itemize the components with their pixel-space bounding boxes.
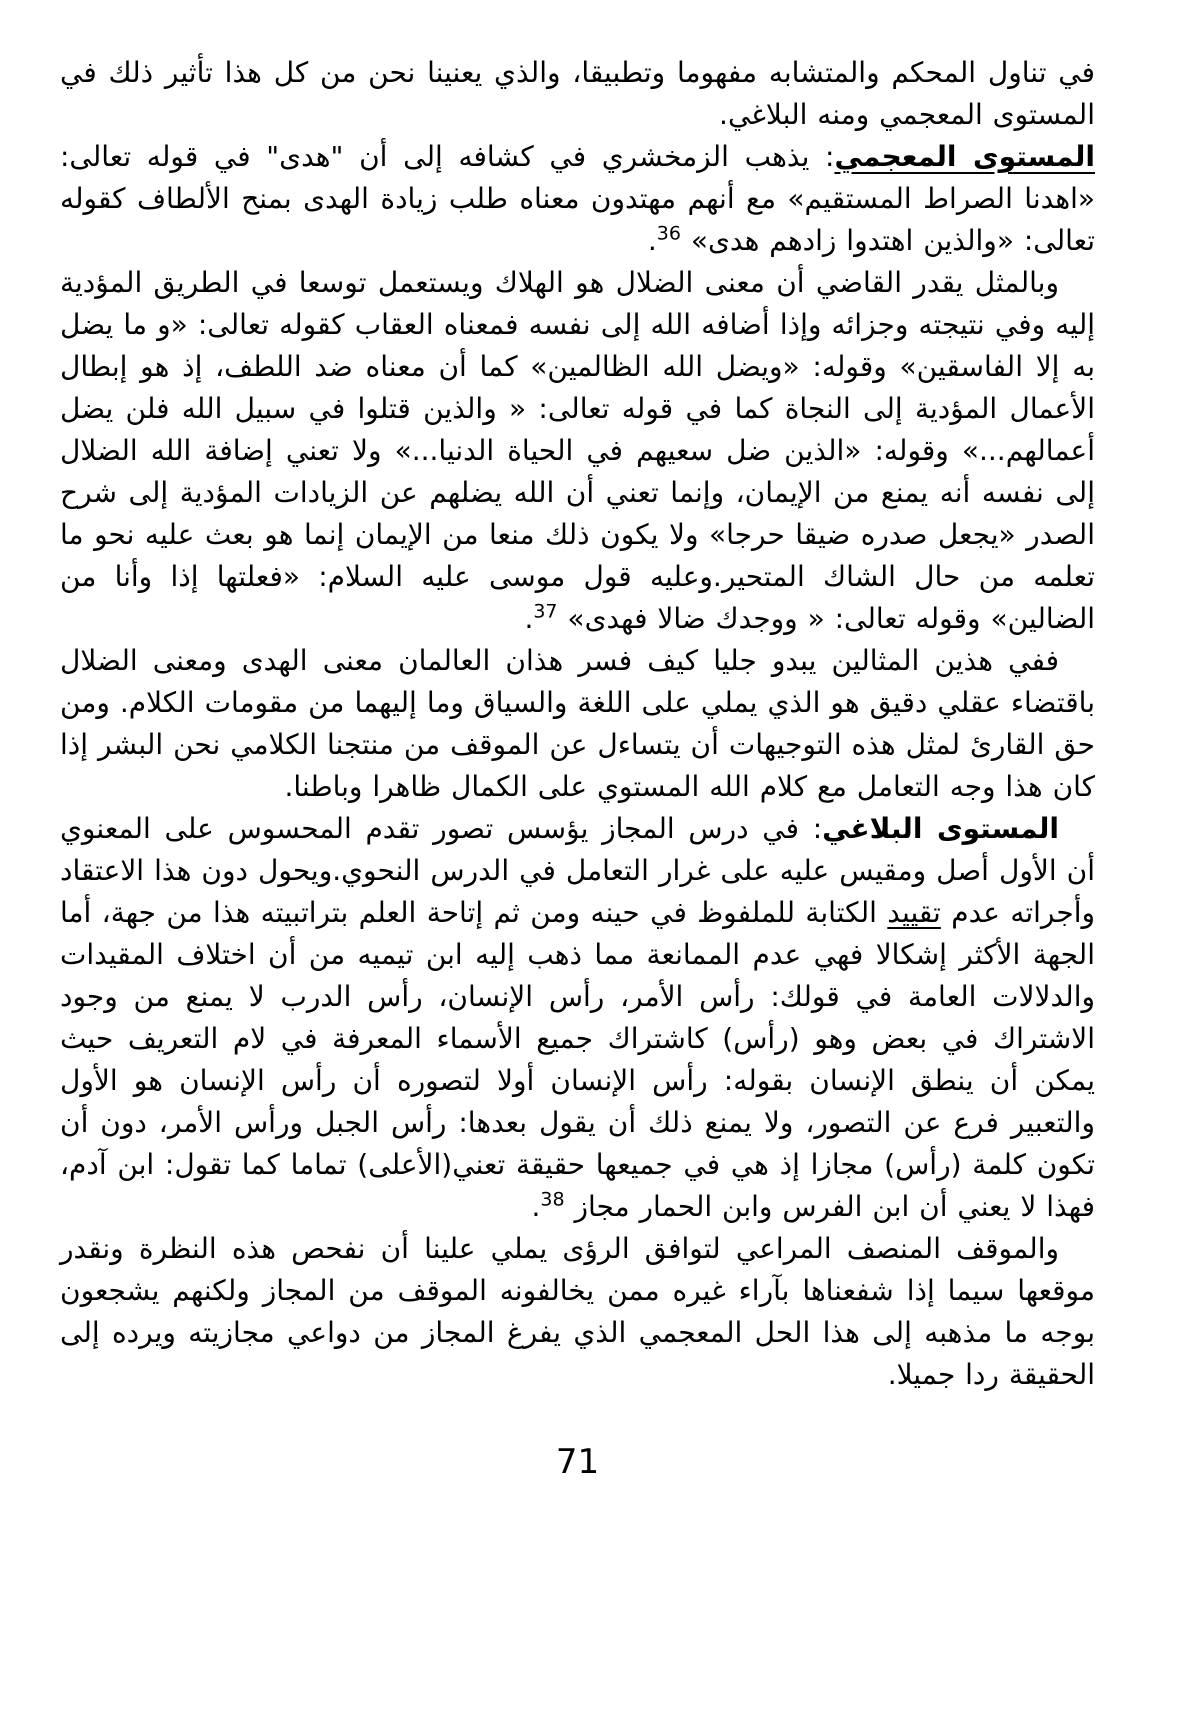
rhetorical-level-paragraph [60, 808, 1095, 1228]
body-text: الكتابة للملفوظ في حينه ومن ثم إتاحة العلم بتراتبيته هذا من جهة، أما الجهة الأكثر إشكالا فهي عدم الممانعة مما ذهب إليه ابن تيميه من أن اختلاف المقيدات والدلالات العامة في قولك: رأس الأمر، رأس الإنسان، رأس الدرب لا يمنع من وجود الاشتراك في بعض وهو (رأس) كاشتراك جميع الأسماء المعرفة في لام التعريف حيث يمكن أن ينطق الإنسان بقوله: رأس الإنسان أولا لتصوره أن رأس الإنسان هو الأول والتعبير فرع عن التصور، ولا يمنع ذلك أن يقول بعدها: رأس الجبل ورأس الأمر، دون أن تكون كلمة (رأس) مجازا إذ هي في جميعها حقيقة تعني(الأعلى) تماما كما تقول: ابن آدم، فهذا لا يعني أن ابن الفرس وابن الحمار مجاز [60, 896, 1095, 1223]
footnote-ref: 37 [533, 600, 558, 623]
body-text: : يذهب الزمخشري في كشافه إلى أن "هدى" في قوله تعالى: «اهدنا الصراط المستقيم» مع أنهم مهتدون معناه طلب زيادة الهدى بمنح الألطاف كقوله تعالى: «والذين اهتدوا زادهم هدى» [60, 140, 1095, 257]
intro-continuation [60, 52, 1095, 136]
body-text: . [647, 224, 657, 257]
fair-position-paragraph [60, 1228, 1095, 1396]
body-text: ففي هذين المثالين يبدو جليا كيف فسر هذان العالمان معنى الهدى ومعنى الضلال باقتضاء عقلي دقيق هو الذي يملي على اللغة والسياق وما إليهما من مقومات الكلام. ومن حق القارئ لمثل هذه التوجيهات أن يتساءل عن الموقف من منتجنا الكلامي نحن البشر إذا كان هذا وجه التعامل مع كلام الله المستوي على الكمال ظاهرا وباطنا. [60, 644, 1095, 803]
lexical-level-paragraph [60, 136, 1095, 262]
emphasized-text: المستوى البلاغي [822, 812, 1059, 845]
body-text: : في درس المجاز يؤسس تصور تقدم المحسوس على المعنوي أن الأول أصل ومقيس عليه على غرار التعامل في الدرس النحوي.ويحول دون هذا الاعتقاد وأجراته عدم [60, 812, 1095, 929]
text-block [60, 52, 1095, 1396]
body-text: وبالمثل يقدر القاضي أن معنى الضلال هو الهلاك ويستعمل توسعا في الطريق المؤدية إليه وفي نتيجته وجزائه وإذا أضافه الله إلى نفسه فمعناه العقاب كقوله تعالى: «و ما يضل به إلا الفاسقين» وقوله: «ويضل الله الظالمين» كما أن معناه ضد اللطف، إذ هو إبطال الأعمال المؤدية إلى النجاة كما في قوله تعالى: « والذين قتلوا في سبيل الله فلن يضل أعمالهم...» وقوله: «الذين ضل سعيهم في الحياة الدنيا...» ولا تعني إضافة الله الضلال إلى نفسه أنه يمنع من الإيمان، وإنما تعني أن الله يضلهم عن الزيادات المؤدية إلى شرح الصدر «يجعل صدره ضيقا حرجا» ولا يكون ذلك منعا من الإيمان إنما هو بعث عليه نحو ما تعلمه من حال الشاك المتحير.وعليه قول موسى عليه السلام: «فعلتها إذا وأنا من الضالين» وقوله تعالى: « ووجدك ضالا فهدى» [60, 266, 1095, 635]
footnote-ref: 38 [540, 1188, 565, 1211]
emphasized-text: المستوى المعجمي [834, 140, 1095, 173]
two-examples-paragraph [60, 640, 1095, 808]
page-number: 71 [555, 1442, 600, 1482]
body-text: . [531, 1190, 541, 1223]
footnote-ref: 36 [656, 222, 681, 245]
qadi-dalal-paragraph [60, 262, 1095, 640]
body-text: والموقف المنصف المراعي لتوافق الرؤى يملي علينا أن نفحص هذه النظرة ونقدر موقعها سيما إذا شفعناها بآراء غيره ممن يخالفونه الموقف من المجاز ولكنهم يشجعون بوجه ما مذهبه إلى هذا الحل المعجمي الذي يفرغ المجاز من دواعي مجازيته ويرده إلى الحقيقة ردا جميلا. [60, 1232, 1095, 1391]
body-text: . [524, 602, 534, 635]
emphasized-text: تقييد [887, 896, 941, 929]
body-text: في تناول المحكم والمتشابه مفهوما وتطبيقا، والذي يعنينا نحن من كل هذا تأثير ذلك في المستوى المعجمي ومنه البلاغي. [60, 56, 1095, 131]
